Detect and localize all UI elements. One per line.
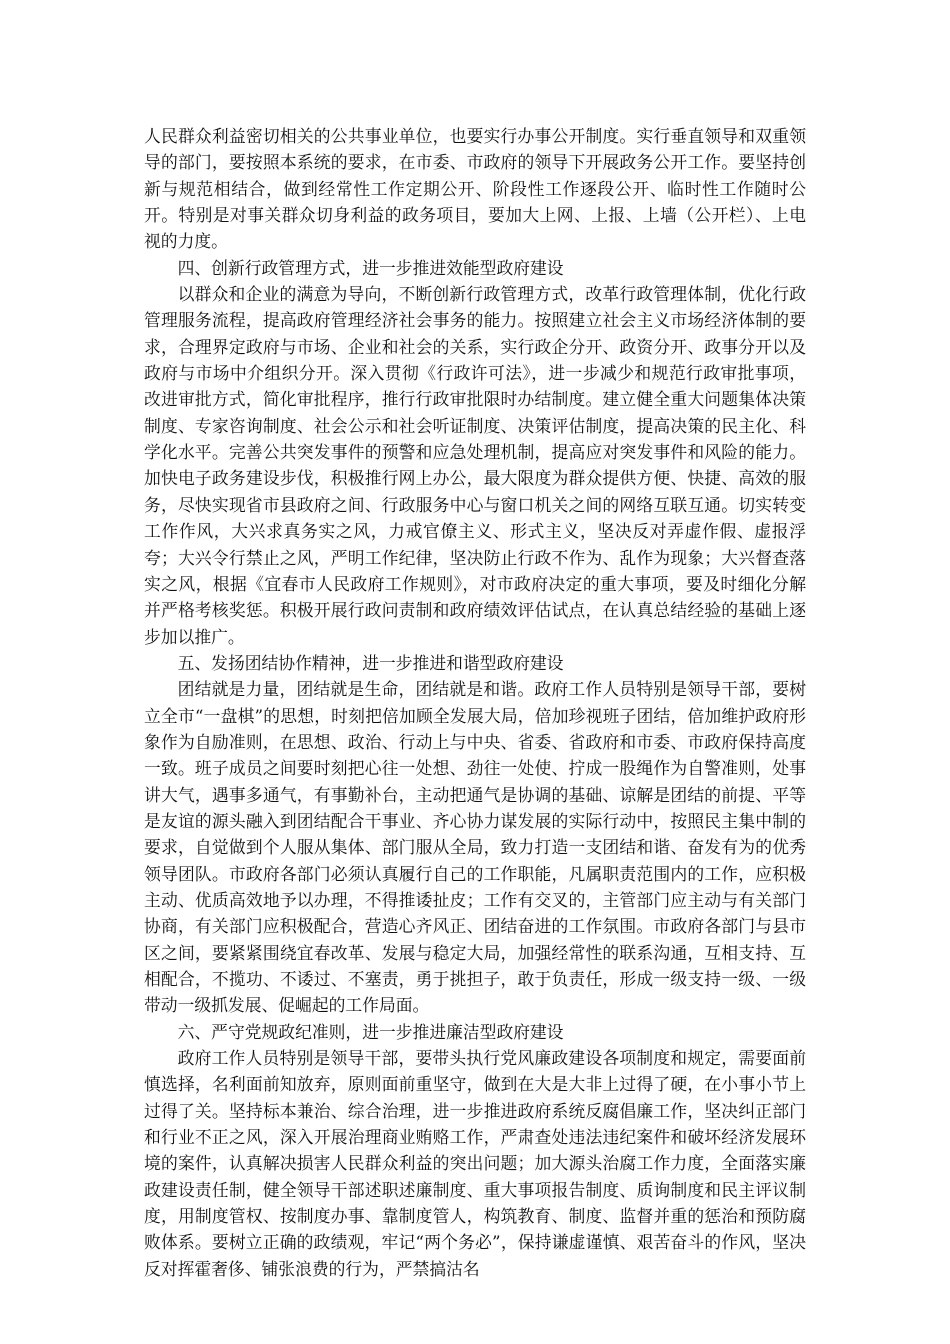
paragraph-public-affairs-continued: 人民群众利益密切相关的公共事业单位，也要实行办事公开制度。实行垂直领导和双重领导的部门，要按照本系统的要求，在市委、市政府的领导下开展政务公开工作。要坚持创新与规范相结合，做到经常性工作定期公开、阶段性工作逐段公开、临时性工作随时公开。特别是对事关群众切身利益的政务项目，要加大上网、上报、上墙（公开栏）、上电视的力度。	[144, 126, 806, 252]
section-heading-5: 五、发扬团结协作精神，进一步推进和谐型政府建设	[177, 652, 564, 673]
section-heading-6: 六、严守党规政纪准则，进一步推进廉洁型政府建设	[177, 1021, 564, 1042]
paragraph-clean-government: 政府工作人员特别是领导干部，要带头执行党风廉政建设各项制度和规定，需要面前慎选择，名利面前知放弃，原则面前重坚守，做到在大是大非上过得了硬，在小事小节上过得了关。坚持标本兼治、综合治理，进一步推进政府系统反腐倡廉工作，坚决纠正部门和行业不正之风，深入开展治理商业贿赂工作，严肃查处违法违纪案件和破坏经济发展环境的案件，认真解决损害人民群众利益的突出问题；加大源头治腐工作力度，全面落实廉政建设责任制，健全领导干部述职述廉制度、重大事项报告制度、质询制度和民主评议制度，用制度管权、按制度办事、靠制度管人，构筑教育、制度、监督并重的惩治和预防腐败体系。要树立正确的政绩观，牢记“两个务必”，保持谦虚谨慎、艰苦奋斗的作风，坚决反对挥霍奢侈、铺张浪费的行为，严禁搞沽名	[144, 1048, 806, 1279]
section-heading-4: 四、创新行政管理方式，进一步推进效能型政府建设	[177, 257, 564, 278]
document-body	[144, 123, 806, 1282]
paragraph-unity-cooperation: 团结就是力量，团结就是生命，团结就是和谐。政府工作人员特别是领导干部，要树立全市“一盘棋”的思想，时刻把倍加顾全发展大局，倍加珍视班子团结，倍加维护政府形象作为自励准则，在思想、政治、行动上与中央、省委、省政府和市委、市政府保持高度一致。班子成员之间要时刻把心往一处想、劲往一处使、拧成一股绳作为自警准则，处事讲大气，遇事多通气，有事勤补台，主动把通气是协调的基础、谅解是团结的前提、平等是友谊的源头融入到团结配合干事业、齐心协力谋发展的实际行动中，按照民主集中制的要求，自觉做到个人服从集体、部门服从全局，致力打造一支团结和谐、奋发有为的优秀领导团队。市政府各部门必须认真履行自己的工作职能，凡属职责范围内的工作，应积极主动、优质高效地予以办理，不得推诿扯皮；工作有交叉的，主管部门应主动与有关部门协商，有关部门应积极配合，营造心齐风正、团结奋进的工作氛围。市政府各部门与县市区之间，要紧紧围绕宜春改革、发展与稳定大局，加强经常性的联系沟通，互相支持、互相配合，不揽功、不诿过、不塞责，勇于挑担子，敢于负责任，形成一级支持一级、一级带动一级抓发展、促崛起的工作局面。	[144, 679, 806, 1016]
paragraph-administrative-management: 以群众和企业的满意为导向，不断创新行政管理方式，改革行政管理体制，优化行政管理服务流程，提高政府管理经济社会事务的能力。按照建立社会主义市场经济体制的要求，合理界定政府与市场、企业和社会的关系，实行政企分开、政资分开、政事分开以及政府与市场中介组织分开。深入贯彻《行政许可法》，进一步减少和规范行政审批事项，改进审批方式，简化审批程序，推行行政审批限时办结制度。建立健全重大问题集体决策制度、专家咨询制度、社会公示和社会听证制度、决策评估制度，提高决策的民主化、科学化水平。完善公共突发事件的预警和应急处理机制，提高应对突发事件和风险的能力。加快电子政务建设步伐，积极推行网上办公，最大限度为群众提供方便、快捷、高效的服务，尽快实现省市县政府之间、行政服务中心与窗口机关之间的网络互联互通。切实转变工作作风，大兴求真务实之风，力戒官僚主义、形式主义，坚决反对弄虚作假、虚报浮夸；大兴令行禁止之风，严明工作纪律，坚决防止行政不作为、乱作为现象；大兴督查落实之风，根据《宜春市人民政府工作规则》，对市政府决定的重大事项，要及时细化分解并严格考核奖惩。积极开展行政问责制和政府绩效评估试点，在认真总结经验的基础上逐步加以推广。	[144, 284, 806, 647]
